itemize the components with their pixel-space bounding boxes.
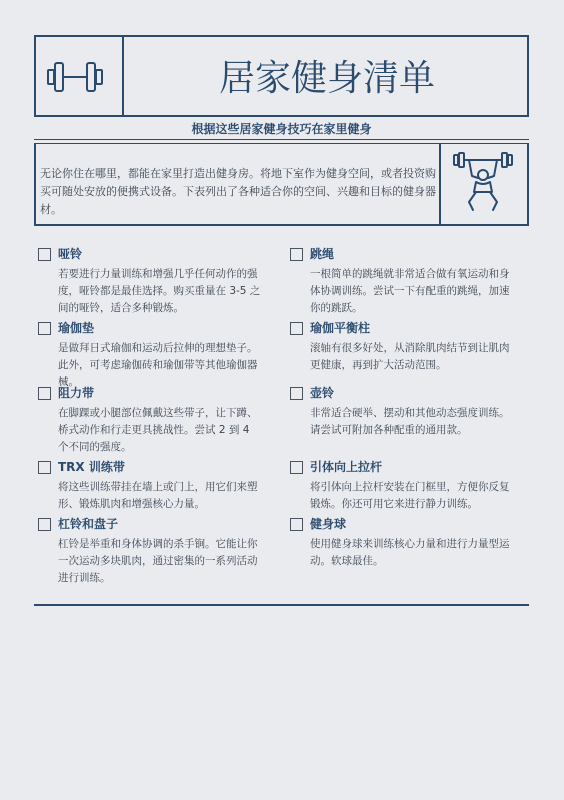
item-name: 跳绳 — [310, 247, 335, 261]
item-name: 瑜伽平衡柱 — [310, 321, 371, 335]
subtitle-top-rule — [34, 139, 529, 140]
top-rule — [34, 35, 529, 37]
checkbox[interactable] — [38, 518, 51, 531]
weightlifter-icon — [452, 152, 514, 212]
item-name: 哑铃 — [58, 247, 83, 261]
checkbox[interactable] — [38, 387, 51, 400]
page-title: 居家健身清单 — [218, 58, 435, 99]
item-name: 引体向上拉杆 — [310, 460, 383, 474]
subtitle-bottom-rule — [34, 143, 529, 144]
item-description: 非常适合硬举、摆动和其他动态强度训练。请尝试可附加各种配重的通用款。 — [310, 407, 510, 436]
item-description: 使用健身球来训练核心力量和进行力量型运动。软球最佳。 — [310, 538, 510, 567]
checkbox[interactable] — [38, 461, 51, 474]
intro-text: 无论你住在哪里，都能在家里打造出健身房。将地下室作为健身空间，或者投资购买可随处安放的便携式设备。下表列出了各种适合你的空间、兴趣和目标的健身器材。 — [40, 167, 436, 216]
bottom-rule — [34, 604, 529, 606]
item-description: 一根简单的跳绳就非常适合做有氧运动和身体协调训练。尝试一下有配重的跳绳，加速你的跳跃。 — [310, 268, 510, 314]
item-name: 健身球 — [310, 517, 347, 531]
item-name: 阻力带 — [58, 386, 95, 400]
checkbox[interactable] — [38, 248, 51, 261]
intro-left-border — [34, 143, 36, 225]
item-name: TRX 训练带 — [58, 460, 125, 474]
item-name: 杠铃和盘子 — [58, 517, 119, 531]
item-description: 滚轴有很多好处，从消除肌肉结节到让肌肉更健康，再到扩大活动范围。 — [310, 342, 510, 371]
intro-right-border — [527, 143, 529, 225]
intro-bottom-rule — [34, 224, 529, 226]
item-description: 将这些训练带挂在墙上或门上，用它们来塑形、锻炼肌肉和增强核心力量。 — [58, 481, 258, 510]
item-description: 是做拜日式瑜伽和运动后拉伸的理想垫子。此外，可考虑瑜伽砖和瑜伽带等其他瑜伽器械。 — [58, 342, 258, 388]
checkbox[interactable] — [290, 518, 303, 531]
item-description: 杠铃是举重和身体协调的杀手锏。它能让你一次运动多块肌肉，通过密集的一系列活动进行训练。 — [58, 538, 258, 584]
header-bottom-rule — [34, 115, 529, 117]
checkbox[interactable] — [38, 322, 51, 335]
header-right-border — [527, 35, 529, 117]
checkbox[interactable] — [290, 387, 303, 400]
item-description: 若要进行力量训练和增强几乎任何动作的强度，哑铃都是最佳选择。购买重量在 3-5 之间的哑铃，适合多种锻炼。 — [58, 268, 261, 314]
header-divider — [122, 35, 124, 117]
item-name: 瑜伽垫 — [58, 321, 95, 335]
item-description: 在脚踝或小腿部位佩戴这些带子，让下蹲、桥式动作和行走更具挑战性。尝试 2 到 4 个不同的强度。 — [58, 407, 258, 453]
header-left-border — [34, 35, 36, 117]
dumbbell-icon — [45, 55, 105, 99]
checkbox[interactable] — [290, 461, 303, 474]
item-description: 将引体向上拉杆安装在门框里，方便你反复锻炼。你还可用它来进行静力训练。 — [310, 481, 510, 510]
item-name: 壶铃 — [310, 386, 335, 400]
checkbox[interactable] — [290, 248, 303, 261]
checkbox[interactable] — [290, 322, 303, 335]
page-subtitle: 根据这些居家健身技巧在家里健身 — [191, 122, 372, 136]
